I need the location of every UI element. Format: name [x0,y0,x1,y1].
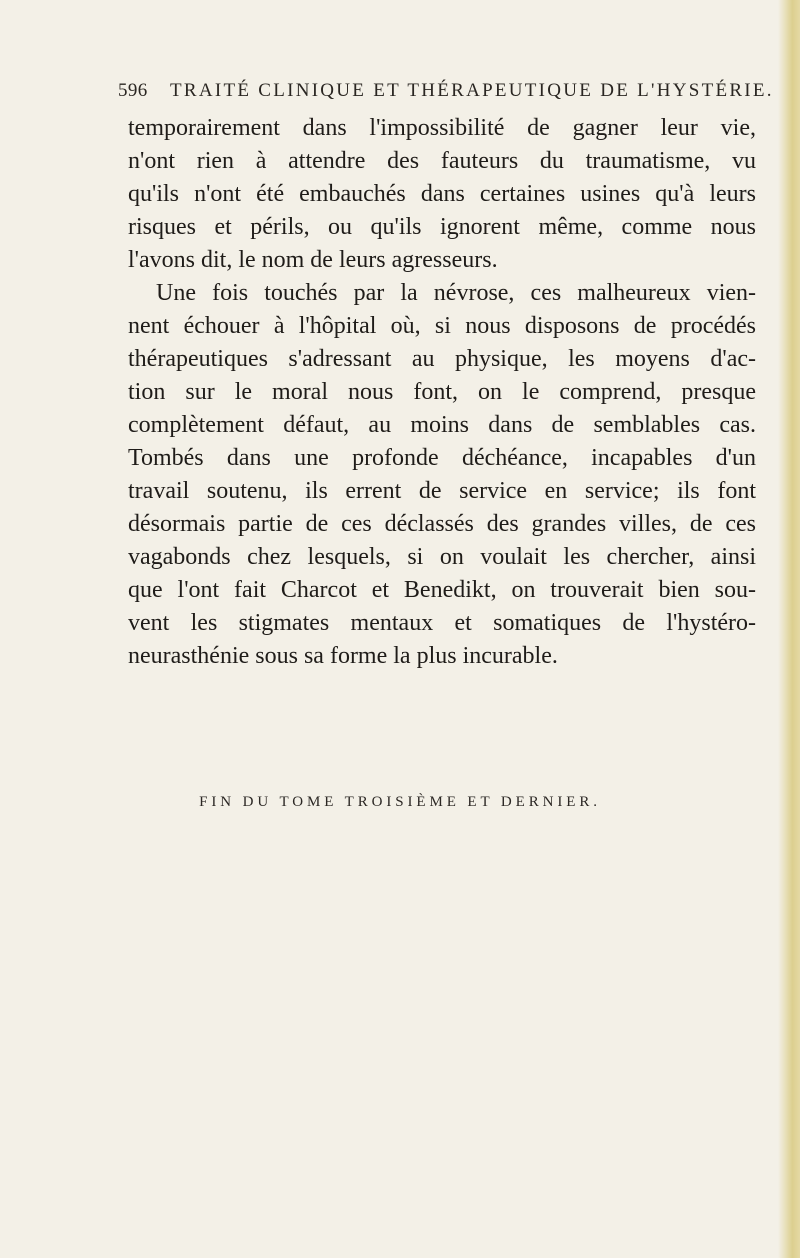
text-line: nent échouer à l'hôpital où, si nous disposons de procédés [128,313,756,339]
page-edge [778,0,800,1258]
body-text [128,112,756,673]
text-line: Tombés dans une profonde déchéance, incapables d'un [128,445,756,471]
text-line: temporairement dans l'impossibilité de gagner leur vie, [128,115,756,141]
text-line: complètement défaut, au moins dans de semblables cas. [128,412,756,438]
text-line: l'avons dit, le nom de leurs agresseurs. [128,247,498,273]
text-line: désormais partie de ces déclassés des grandes villes, de ces [128,511,756,537]
text-line: qu'ils n'ont été embauchés dans certaines usines qu'à leurs [128,181,756,207]
text-line: tion sur le moral nous font, on le comprend, presque [128,379,756,405]
text-line: travail soutenu, ils errent de service en service; ils font [128,478,756,504]
page-number: 596 [118,80,148,101]
text-line: thérapeutiques s'adressant au physique, les moyens d'ac- [128,346,756,372]
text-line: vagabonds chez lesquels, si on voulait les chercher, ainsi [128,544,756,570]
text-line: vent les stigmates mentaux et somatiques de l'hystéro- [128,610,756,636]
text-line: que l'ont fait Charcot et Benedikt, on trouverait bien sou- [128,577,756,603]
running-header [118,74,774,104]
text-line: n'ont rien à attendre des fauteurs du traumatisme, vu [128,148,756,174]
end-of-volume-text: FIN DU TOME TROISIÈME ET DERNIER. [199,794,601,810]
text-line: neurasthénie sous sa forme la plus incurable. [128,643,558,669]
paragraph-start-line: Une fois touchés par la névrose, ces malheureux vien- [156,280,756,306]
text-line: risques et périls, ou qu'ils ignorent même, comme nous [128,214,756,240]
running-title: TRAITÉ CLINIQUE ET THÉRAPEUTIQUE DE L'HYSTÉRIE. [170,80,774,101]
